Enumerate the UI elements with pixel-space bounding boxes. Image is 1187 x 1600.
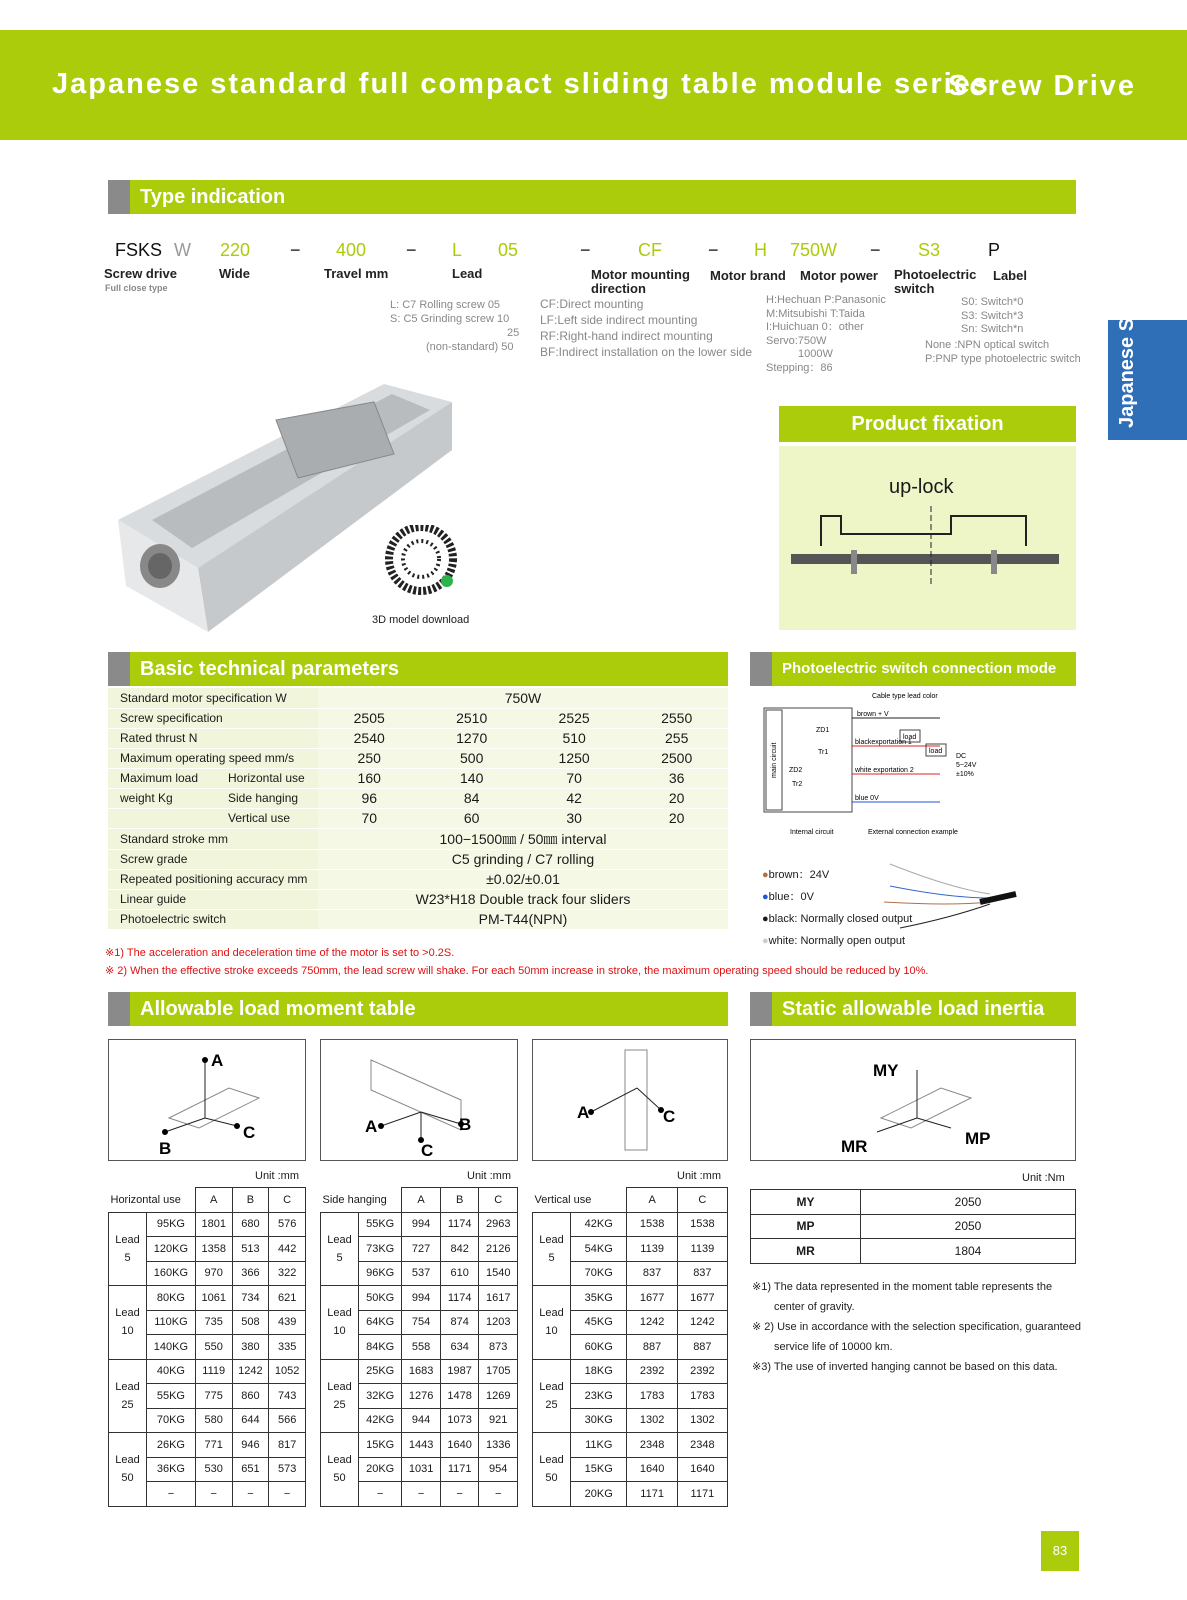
table-row [533, 1433, 728, 1458]
table-cell: 817 [269, 1433, 306, 1458]
table-cell: 60KG [571, 1335, 627, 1360]
svg-text:Tr2: Tr2 [792, 781, 803, 788]
code-lead: 05 [498, 240, 519, 260]
table-row [109, 1359, 306, 1384]
table-cell: 40KG [147, 1359, 196, 1384]
table-cell: 30KG [571, 1408, 627, 1433]
svg-text:ZD2: ZD2 [789, 767, 803, 774]
table-cell: 20KG [571, 1482, 627, 1507]
lead-note: 25 [507, 327, 520, 339]
table-cell: 1640 [627, 1457, 677, 1482]
table-cell: 1139 [627, 1237, 677, 1262]
table-cell: 36KG [147, 1457, 196, 1482]
code-switch: S3 [918, 240, 941, 260]
table-cell: 1540 [479, 1261, 518, 1286]
table-cell: 32KG [359, 1384, 402, 1409]
table-cell: − [147, 1482, 196, 1507]
svg-text:ZD1: ZD1 [816, 727, 830, 734]
code-dash: − [708, 240, 719, 260]
page-subtitle: Screw Drive [948, 70, 1137, 102]
table-cell: 25KG [359, 1359, 402, 1384]
table-cell: 1269 [479, 1384, 518, 1409]
svg-text:C: C [243, 1123, 256, 1142]
table-cell: 120KG [147, 1237, 196, 1262]
table-row [533, 1286, 728, 1311]
table-row [321, 1359, 518, 1384]
table-header: C [269, 1188, 306, 1213]
table-cell: 54KG [571, 1237, 627, 1262]
lead-cell: Lead 5 [533, 1212, 571, 1286]
table-cell: 754 [402, 1310, 441, 1335]
table-cell: 1242 [627, 1310, 677, 1335]
table-cell: 550 [195, 1335, 232, 1360]
table-cell: 95KG [147, 1212, 196, 1237]
table-cell: 921 [479, 1408, 518, 1433]
svg-text:C: C [421, 1141, 434, 1160]
basic-params-table: Standard motor specification W 750W Screw specification 2505 2510 2525 2550 Rated thrust N 2540 1270 510 255 Maximum operating speed mm/s 250 500 1250 2500 Maximum load Horizontal use 160 140 70 36 weight Kg Side hanging 96 84 42 20 Vertical use 70 60 30 20 Standard stroke mm 100−1500㎜ / 50㎜ interval Screw grade C5 grinding / C7 rolling Repeated positioning accuracy mm ±0.02/±0.01 Linear guide W23*H18 Double track four sliders Photoelectric switch PM-T44(NPN) [108, 688, 728, 930]
svg-text:white exportation 2: white exportation 2 [855, 767, 914, 774]
table-cell: 20KG [359, 1457, 402, 1482]
table-cell: 160KG [147, 1261, 196, 1286]
svg-text:blue 0V: blue 0V [855, 795, 879, 802]
code-dash: − [580, 240, 591, 260]
code-label: P [988, 240, 1001, 260]
table-cell: 15KG [359, 1433, 402, 1458]
table-cell: 1174 [440, 1212, 479, 1237]
code-dash: − [870, 240, 881, 260]
table-cell: − [195, 1482, 232, 1507]
table-cell: 610 [440, 1261, 479, 1286]
table-cell: 573 [269, 1457, 306, 1482]
table-cell: 1677 [627, 1286, 677, 1311]
page-number: 83 [1041, 1531, 1079, 1571]
table-cell: 680 [232, 1212, 269, 1237]
connection-diagram [762, 690, 992, 840]
table-cell: 887 [627, 1335, 677, 1360]
unit-label: Unit :mm [255, 1170, 299, 1182]
table-cell: 1119 [195, 1359, 232, 1384]
table-cell: 366 [232, 1261, 269, 1286]
table-header: Vertical use [534, 1193, 592, 1206]
inertia-unit: Unit :Nm [1022, 1172, 1065, 1184]
label-screw-drive: Screw drive [104, 266, 177, 281]
table-cell: 1640 [440, 1433, 479, 1458]
table-cell: − [359, 1482, 402, 1507]
table-row [109, 1286, 306, 1311]
svg-text:main circuit: main circuit [771, 742, 778, 778]
table-row [109, 1433, 306, 1458]
table-cell: − [232, 1482, 269, 1507]
table-cell: 1203 [479, 1310, 518, 1335]
svg-text:load: load [929, 748, 943, 755]
table-cell: 775 [195, 1384, 232, 1409]
table-cell: 1174 [440, 1286, 479, 1311]
lead-cell: Lead 10 [321, 1286, 359, 1360]
qr-code-icon[interactable] [383, 525, 463, 595]
table-row [321, 1433, 518, 1458]
table-cell: 42KG [359, 1408, 402, 1433]
lead-cell: Lead 5 [109, 1212, 147, 1286]
table-cell: 837 [627, 1261, 677, 1286]
code-travel: 400 [336, 240, 367, 260]
table-cell: 55KG [147, 1384, 196, 1409]
svg-text:MY: MY [873, 1061, 899, 1080]
table-cell: 2963 [479, 1212, 518, 1237]
label-motor-brand: Motor brand [710, 268, 786, 283]
table-cell: 994 [402, 1212, 441, 1237]
table-header: A [402, 1188, 441, 1213]
table-cell: 1538 [627, 1212, 677, 1237]
table-header: B [440, 1188, 479, 1213]
side-tab[interactable]: Japanese Screw [1108, 320, 1187, 440]
table-cell: 140KG [147, 1335, 196, 1360]
code-screw: L [452, 240, 463, 260]
table-cell: 1478 [440, 1384, 479, 1409]
table-row [533, 1212, 728, 1237]
table-cell: 1171 [440, 1457, 479, 1482]
table-cell: 530 [195, 1457, 232, 1482]
table-cell: 1052 [269, 1359, 306, 1384]
table-cell: 1031 [402, 1457, 441, 1482]
table-cell: 508 [232, 1310, 269, 1335]
table-cell: 64KG [359, 1310, 402, 1335]
table-header: C [479, 1188, 518, 1213]
label-photo-switch: Photoelectric switch [894, 267, 977, 296]
unit-label: Unit :mm [467, 1170, 511, 1182]
table-cell: 26KG [147, 1433, 196, 1458]
page-title: Japanese standard full compact sliding table module series [52, 68, 990, 100]
svg-text:A: A [211, 1051, 224, 1070]
table-cell: 1677 [677, 1286, 727, 1311]
table-cell: 842 [440, 1237, 479, 1262]
vertical-load-table [532, 1187, 728, 1507]
table-cell: 439 [269, 1310, 306, 1335]
table-header: B [232, 1188, 269, 1213]
code-power: 750W [790, 240, 838, 260]
product-fixation-heading: Product fixation [779, 406, 1076, 442]
lead-cell: Lead 50 [109, 1433, 147, 1507]
table-cell: 1336 [479, 1433, 518, 1458]
table-cell: 1443 [402, 1433, 441, 1458]
label-travel: Travel mm [324, 266, 389, 281]
svg-text:External connection example: External connection example [868, 829, 958, 836]
table-cell: 2348 [627, 1433, 677, 1458]
table-cell: 743 [269, 1384, 306, 1409]
svg-text:A: A [577, 1103, 590, 1122]
table-cell: 954 [479, 1457, 518, 1482]
product-image [112, 380, 462, 645]
table-cell: 994 [402, 1286, 441, 1311]
table-cell: 2392 [677, 1359, 727, 1384]
table-cell: 35KG [571, 1286, 627, 1311]
load-moment-heading: Allowable load moment table [108, 992, 728, 1026]
table-cell: 11KG [571, 1433, 627, 1458]
table-cell: 96KG [359, 1261, 402, 1286]
table-row [109, 1212, 306, 1237]
table-cell: 837 [677, 1261, 727, 1286]
table-cell: 1705 [479, 1359, 518, 1384]
table-cell: 1783 [677, 1384, 727, 1409]
up-lock-diagram [791, 506, 1061, 586]
table-cell: 1617 [479, 1286, 518, 1311]
lead-cell: Lead 25 [321, 1359, 359, 1433]
lead-cell: Lead 50 [321, 1433, 359, 1507]
red-note: ※1) The acceleration and deceleration time of the motor is set to >0.2S. [105, 947, 455, 959]
table-cell: 944 [402, 1408, 441, 1433]
table-cell: 2126 [479, 1237, 518, 1262]
switch-notes: S0: Switch*0 S3: Switch*3 Sn: Switch*n [961, 296, 1024, 335]
type-indication-heading: Type indication [108, 180, 1076, 214]
table-cell: 55KG [359, 1212, 402, 1237]
lead-cell: Lead 25 [109, 1359, 147, 1433]
table-cell: 558 [402, 1335, 441, 1360]
table-cell: 576 [269, 1212, 306, 1237]
lead-cell: Lead 50 [533, 1433, 571, 1507]
table-cell: 734 [232, 1286, 269, 1311]
table-cell: 873 [479, 1335, 518, 1360]
table-cell: 513 [232, 1237, 269, 1262]
dir-notes: CF:Direct mounting LF:Left side indirect mounting RF:Right-hand indirect mounting BF:Indirect installation on the lower side [540, 297, 753, 359]
lead-note: (non-standard) 50 [426, 341, 514, 353]
svg-text:C: C [663, 1107, 676, 1126]
table-row [533, 1359, 728, 1384]
table-cell: 970 [195, 1261, 232, 1286]
table-cell: 18KG [571, 1359, 627, 1384]
label-lead: Lead [452, 266, 483, 281]
table-cell: 1358 [195, 1237, 232, 1262]
table-cell: 1783 [627, 1384, 677, 1409]
table-cell: 735 [195, 1310, 232, 1335]
table-cell: 2392 [627, 1359, 677, 1384]
table-cell: − [440, 1482, 479, 1507]
svg-text:MR: MR [841, 1137, 868, 1156]
table-cell: 1171 [627, 1482, 677, 1507]
table-cell: 621 [269, 1286, 306, 1311]
unit-label: Unit :mm [677, 1170, 721, 1182]
table-cell: 442 [269, 1237, 306, 1262]
table-cell: 887 [677, 1335, 727, 1360]
table-cell: 1302 [627, 1408, 677, 1433]
table-cell: 335 [269, 1335, 306, 1360]
photo-conn-heading: Photoelectric switch connection mode [750, 652, 1076, 686]
code-dash: − [290, 240, 301, 260]
table-cell: 23KG [571, 1384, 627, 1409]
svg-text:5~24V: 5~24V [956, 762, 977, 769]
table-cell: 1640 [677, 1457, 727, 1482]
table-cell: 70KG [571, 1261, 627, 1286]
table-cell: 45KG [571, 1310, 627, 1335]
inertia-notes: ※1) The data represented in the moment table represents the center of gravity. ※ 2) Use in accordance with the selection specification, guaranteed service life of 10000 km. ※3) The use of inverted hanging cannot be based on this data. [752, 1281, 1082, 1373]
code-dir: CF [638, 240, 662, 260]
lead-note: S: C5 Grinding screw 10 [390, 313, 510, 325]
table-cell: 84KG [359, 1335, 402, 1360]
model-download-label[interactable]: 3D model download [372, 614, 470, 626]
inertia-diagram [750, 1039, 1076, 1161]
table-cell: 874 [440, 1310, 479, 1335]
lead-cell: Lead 10 [533, 1286, 571, 1360]
side-hanging-load-table [320, 1187, 518, 1507]
lead-cell: Lead 25 [533, 1359, 571, 1433]
horizontal-axis-diagram [108, 1039, 306, 1161]
code-fsks: FSKS [115, 240, 163, 260]
table-cell: 70KG [147, 1408, 196, 1433]
table-header: A [627, 1188, 677, 1213]
table-cell: 860 [232, 1384, 269, 1409]
table-cell: 1171 [677, 1482, 727, 1507]
table-cell: 1139 [677, 1237, 727, 1262]
up-lock-label: up-lock [889, 476, 954, 498]
table-cell: 727 [402, 1237, 441, 1262]
svg-text:DC: DC [956, 753, 967, 760]
label-motor-power: Motor power [800, 268, 878, 283]
lead-cell: Lead 10 [109, 1286, 147, 1360]
header-banner [0, 30, 1187, 140]
svg-text:Cable type lead color: Cable type lead color [872, 693, 938, 700]
table-cell: 1801 [195, 1212, 232, 1237]
table-cell: 1242 [232, 1359, 269, 1384]
table-cell: 651 [232, 1457, 269, 1482]
inertia-table: MY 2050 MP 2050 MR 1804 [750, 1189, 1076, 1264]
table-cell: 1061 [195, 1286, 232, 1311]
svg-text:Internal circuit: Internal circuit [790, 829, 834, 836]
table-cell: 42KG [571, 1212, 627, 1237]
table-row [321, 1286, 518, 1311]
horizontal-load-table [108, 1187, 306, 1507]
wire-legend: ●brown：24V ●blue：0V ●black: Normally closed output ●white: Normally open output [762, 869, 913, 947]
product-fixation-panel [779, 446, 1076, 630]
table-cell: 771 [195, 1433, 232, 1458]
table-cell: 946 [232, 1433, 269, 1458]
table-row [321, 1212, 518, 1237]
svg-text:±10%: ±10% [956, 771, 974, 778]
svg-text:MP: MP [965, 1129, 991, 1148]
svg-text:B: B [459, 1115, 472, 1134]
svg-text:Tr1: Tr1 [818, 749, 829, 756]
side-hanging-axis-diagram [320, 1039, 518, 1161]
vertical-axis-diagram [532, 1039, 728, 1161]
lead-cell: Lead 5 [321, 1212, 359, 1286]
table-header: Side hanging [322, 1193, 387, 1206]
svg-text:blackexportation 1: blackexportation 1 [855, 739, 912, 746]
table-cell: 2348 [677, 1433, 727, 1458]
table-cell: 80KG [147, 1286, 196, 1311]
table-cell: 1302 [677, 1408, 727, 1433]
red-note: ※ 2) When the effective stroke exceeds 750mm, the lead screw will shake. For each 50mm increase in stroke, the maximum operating speed should be reduced by 10%. [105, 965, 929, 977]
table-header: Horizontal use [110, 1193, 181, 1206]
table-header: A [195, 1188, 232, 1213]
table-cell: 73KG [359, 1237, 402, 1262]
code-brand: H [754, 240, 767, 260]
code-wide: 220 [220, 240, 251, 260]
table-cell: 1073 [440, 1408, 479, 1433]
label-motor-dir: Motor mounting direction [591, 267, 690, 296]
inertia-heading: Static allowable load inertia [750, 992, 1076, 1026]
table-cell: 1538 [677, 1212, 727, 1237]
code-w: W [174, 240, 191, 260]
table-cell: 634 [440, 1335, 479, 1360]
table-cell: − [269, 1482, 306, 1507]
label-label: Label [993, 268, 1027, 283]
table-cell: 1242 [677, 1310, 727, 1335]
svg-text:A: A [365, 1117, 378, 1136]
table-cell: 322 [269, 1261, 306, 1286]
svg-text:B: B [159, 1139, 172, 1158]
svg-text:brown + V: brown + V [857, 711, 889, 718]
basic-params-heading: Basic technical parameters [108, 652, 728, 686]
lead-note: L: C7 Rolling screw 05 [390, 299, 501, 311]
table-cell: 15KG [571, 1457, 627, 1482]
table-cell: 644 [232, 1408, 269, 1433]
table-cell: 50KG [359, 1286, 402, 1311]
table-cell: 1683 [402, 1359, 441, 1384]
table-cell: 566 [269, 1408, 306, 1433]
code-dash: − [406, 240, 417, 260]
table-cell: 380 [232, 1335, 269, 1360]
table-cell: 110KG [147, 1310, 196, 1335]
table-cell: − [479, 1482, 518, 1507]
switch-type-notes: None :NPN optical switch P:PNP type photoelectric switch [925, 339, 1081, 365]
table-cell: 580 [195, 1408, 232, 1433]
table-cell: 1276 [402, 1384, 441, 1409]
table-cell: 537 [402, 1261, 441, 1286]
table-cell: 1987 [440, 1359, 479, 1384]
cable-image [880, 858, 1020, 938]
svg-text:load: load [903, 734, 917, 741]
table-header: C [677, 1188, 727, 1213]
table-cell: − [402, 1482, 441, 1507]
label-full-close: Full close type [105, 283, 168, 293]
label-wide: Wide [219, 266, 250, 281]
brand-notes: H:Hechuan P:Panasonic M:Mitsubishi T:Taida I:Huichuan 0：other Servo:750W 1000W Stepping：86 [766, 294, 886, 374]
